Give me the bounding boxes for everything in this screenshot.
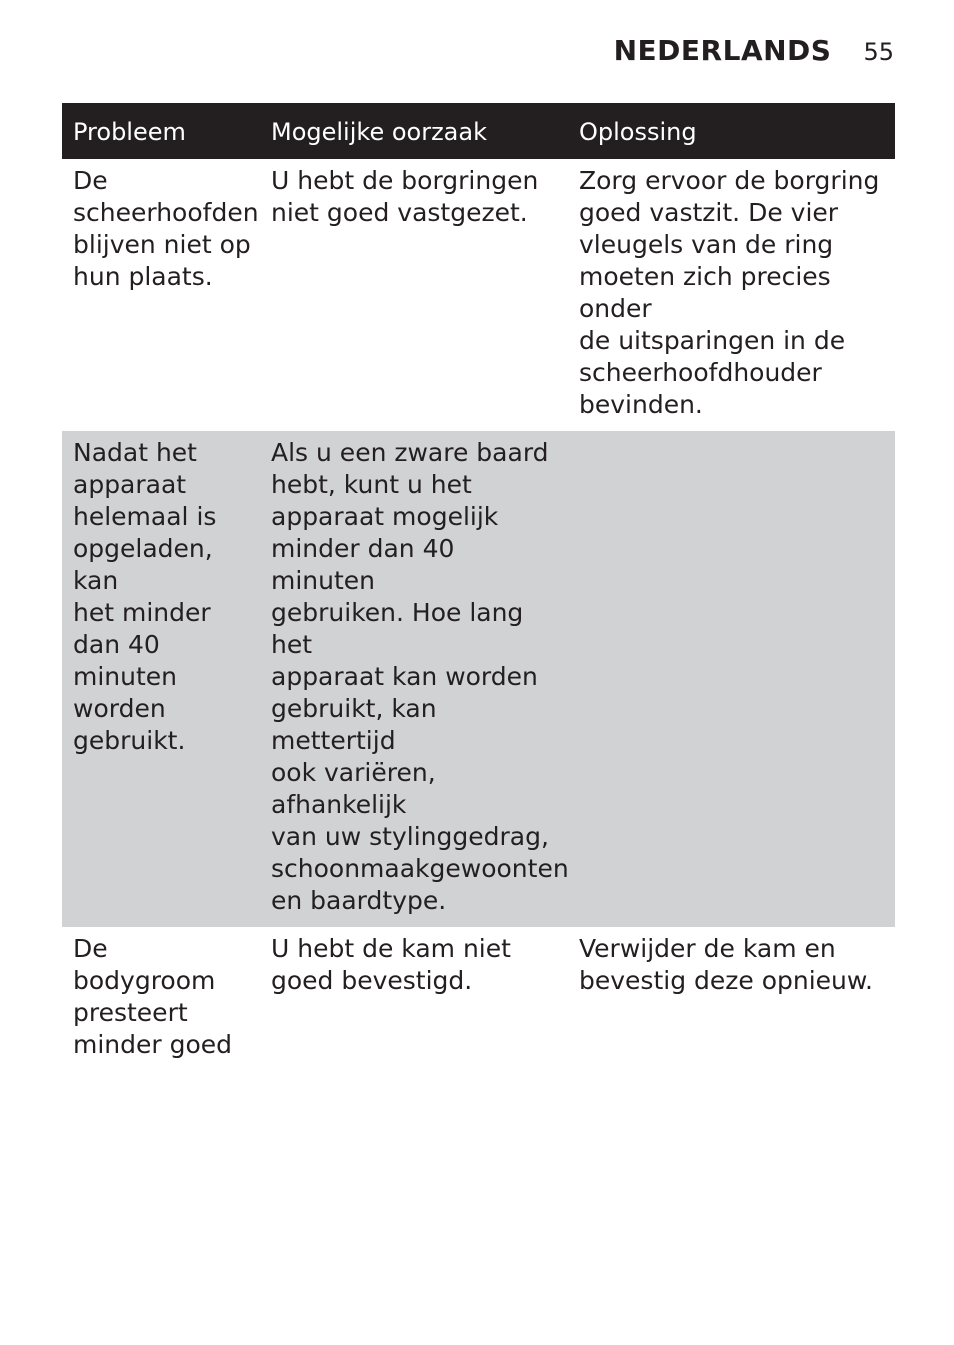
table-row [62, 159, 895, 431]
problem-cell: Nadat het apparaat helemaal is opgeladen, kan het minder dan 40 minuten worden gebruikt. [73, 438, 217, 755]
column-header-problem: Probleem [73, 118, 186, 146]
section-title: NEDERLANDS [613, 34, 832, 67]
column-header-cause: Mogelijke oorzaak [271, 118, 487, 146]
table-header-row [62, 103, 895, 159]
table-row [62, 431, 895, 927]
solution-cell [568, 437, 895, 917]
cause-cell: Als u een zware baard hebt, kunt u het apparaat mogelijk minder dan 40 minuten gebruiken. Hoe lang het apparaat kan worden gebruikt, kan mettertijd ook variëren, afhankelijk van uw stylinggedrag, schoonmaakgewoonten en baardtype. [271, 438, 569, 915]
cause-cell: U hebt de kam niet goed bevestigd. [271, 934, 511, 995]
solution-cell: Zorg ervoor de borgring goed vastzit. De vier vleugels van de ring moeten zich precies onder de uitsparingen in de scheerhoofdhouder bevinden. [579, 166, 880, 419]
problem-cell: De scheerhoofden blijven niet op hun plaats. [73, 166, 259, 291]
cause-cell: U hebt de borgringen niet goed vastgezet. [271, 166, 539, 227]
problem-cell: De bodygroom presteert minder goed [73, 934, 233, 1059]
page-header [614, 34, 894, 67]
page-number: 55 [863, 38, 894, 66]
column-header-solution: Oplossing [579, 118, 697, 146]
solution-cell: Verwijder de kam en bevestig deze opnieuw. [579, 934, 873, 995]
troubleshooting-table [62, 103, 895, 1071]
table-row [62, 927, 895, 1071]
